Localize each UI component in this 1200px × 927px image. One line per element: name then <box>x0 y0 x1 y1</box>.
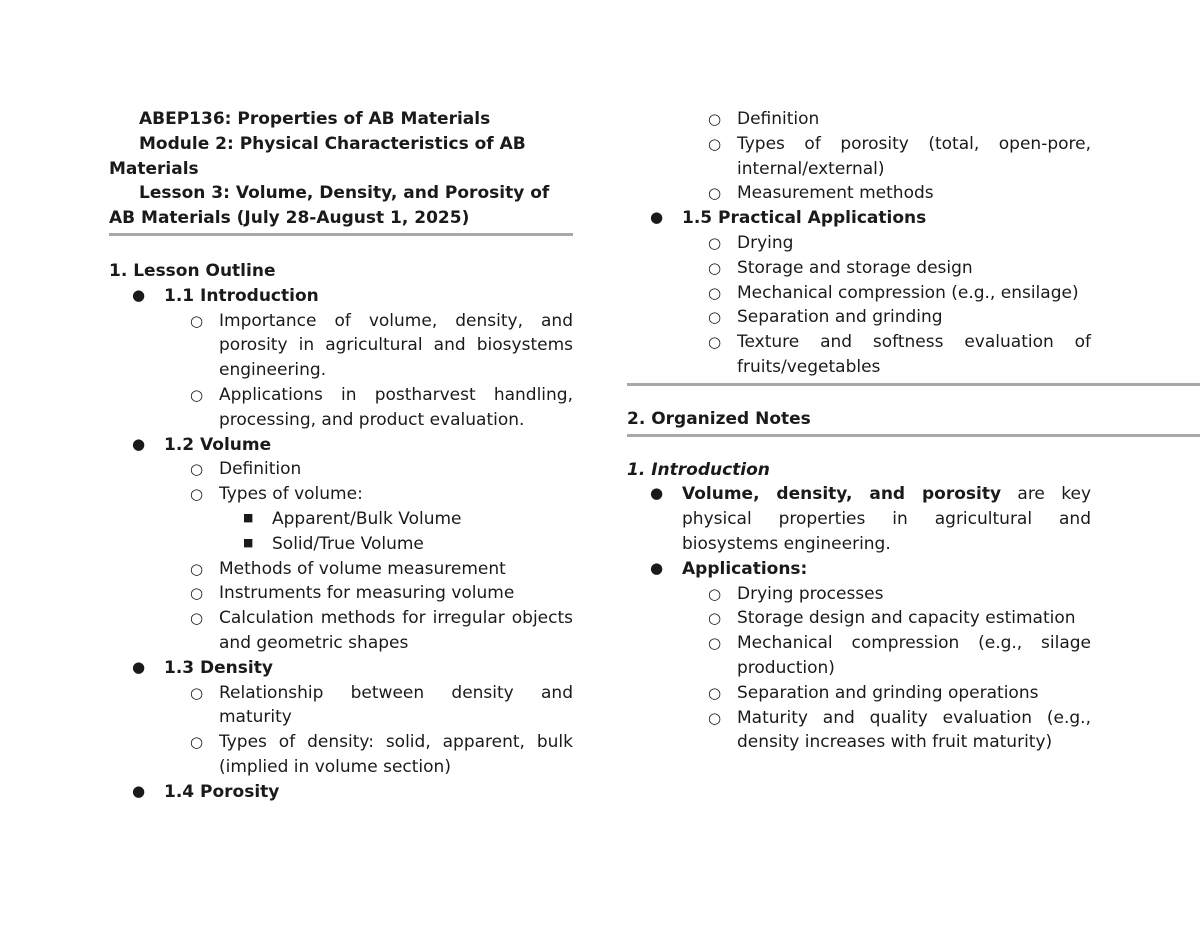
list-item: ○ Definition <box>627 107 1091 132</box>
list-item: ○ Types of volume: <box>109 482 573 507</box>
circle-bullet-icon: ○ <box>190 584 204 603</box>
outline-item-1-5: ● 1.5 Practical Applications <box>627 206 1091 231</box>
list-item: ○ Calculation methods for irregular objects and geometric shapes <box>190 608 573 653</box>
list-item: ○ Types of porosity (total, open-pore, internal/external) <box>708 133 1091 179</box>
list-item: ○ Storage and storage design <box>627 256 1091 281</box>
bullet-icon: ● <box>650 558 664 577</box>
bullet-icon: ● <box>132 285 146 304</box>
list-item: ○ Separation and grinding operations <box>627 681 1091 706</box>
circle-bullet-icon: ○ <box>190 609 204 628</box>
list-item: ○ Applications in postharvest handling, processing, and product evaluation. <box>190 384 573 430</box>
outline-item-1-2: ● 1.2 Volume <box>109 433 573 458</box>
notes-heading: 2. Organized Notes <box>627 408 811 429</box>
list-item: ○ Storage design and capacity estimation <box>627 606 1091 631</box>
list-item: ○ Mechanical compression (e.g., ensilage) <box>627 281 1091 306</box>
list-item: ○ Maturity and quality evaluation (e.g., density increases with fruit maturity) <box>708 707 1091 753</box>
outline-item-1-3: ● 1.3 Density <box>109 656 573 681</box>
circle-bullet-icon: ○ <box>708 708 722 727</box>
circle-bullet-icon: ○ <box>708 134 722 153</box>
porosity-continued <box>627 107 1091 380</box>
list-item: ○ Drying <box>627 231 1091 256</box>
circle-bullet-icon: ○ <box>190 485 204 504</box>
square-bullet-icon: ■ <box>243 510 254 524</box>
module-title: Module 2: Physical Characteristics of AB Materials <box>109 133 526 179</box>
circle-bullet-icon: ○ <box>708 584 722 603</box>
circle-bullet-icon: ○ <box>708 110 722 128</box>
course-title: ABEP136: Properties of AB Materials <box>139 109 491 129</box>
list-item: ○ Measurement methods <box>627 181 1091 206</box>
circle-bullet-icon: ○ <box>190 311 204 330</box>
circle-bullet-icon: ○ <box>708 184 722 203</box>
circle-bullet-icon: ○ <box>190 460 204 479</box>
list-item: ○ Mechanical compression (e.g., silage production) <box>708 633 1091 678</box>
list-item: ○ Drying processes <box>627 582 1091 607</box>
circle-bullet-icon: ○ <box>708 683 722 702</box>
lesson-title: Lesson 3: Volume, Density, and Porosity of AB Materials (July 28-August 1, 2025) <box>109 183 550 229</box>
right-column <box>627 107 1200 755</box>
bullet-icon: ● <box>132 781 146 800</box>
bullet-icon: ● <box>650 208 664 227</box>
circle-bullet-icon: ○ <box>708 233 722 252</box>
list-item: ○ Relationship between density and maturity <box>190 682 573 728</box>
list-item: ○ Separation and grinding <box>627 305 1091 330</box>
list-item: ● Applications: <box>627 557 1091 582</box>
list-item: ○ Importance of volume, density, and porosity in agricultural and biosystems engineering. <box>190 310 573 381</box>
bullet-icon: ● <box>132 434 146 453</box>
list-item: ■ Apparent/Bulk Volume <box>109 507 573 532</box>
list-item: ■ Solid/True Volume <box>109 532 573 557</box>
circle-bullet-icon: ○ <box>190 559 204 578</box>
list-item: ○ Instruments for measuring volume <box>109 581 573 606</box>
outline-heading: 1. Lesson Outline <box>109 260 276 281</box>
circle-bullet-icon: ○ <box>708 308 722 327</box>
bullet-icon: ● <box>650 484 664 503</box>
circle-bullet-icon: ○ <box>190 733 204 752</box>
list-item: ○ Definition <box>109 457 573 482</box>
list-item: ○ Methods of volume measurement <box>109 557 573 582</box>
notes-intro-title: 1. Introduction <box>627 459 770 480</box>
list-item: ● Volume, density, and porosity are key physical properties in agricultural and biosystems engineering. <box>627 482 1091 556</box>
circle-bullet-icon: ○ <box>190 385 204 404</box>
circle-bullet-icon: ○ <box>708 258 722 277</box>
left-column <box>109 107 573 805</box>
circle-bullet-icon: ○ <box>708 283 722 302</box>
notes-body <box>627 458 1091 756</box>
circle-bullet-icon: ○ <box>708 333 722 352</box>
circle-bullet-icon: ○ <box>708 634 722 653</box>
bullet-icon: ● <box>132 657 146 676</box>
list-item: ○ Texture and softness evaluation of fruits/vegetables <box>708 332 1091 377</box>
list-item: ○ Types of density: solid, apparent, bulk (implied in volume section) <box>190 732 573 777</box>
outline-item-1-1: ● 1.1 Introduction <box>109 284 573 309</box>
circle-bullet-icon: ○ <box>708 609 722 628</box>
outline-item-1-4: ● 1.4 Porosity <box>109 780 573 805</box>
circle-bullet-icon: ○ <box>190 683 204 702</box>
square-bullet-icon: ■ <box>243 535 254 549</box>
